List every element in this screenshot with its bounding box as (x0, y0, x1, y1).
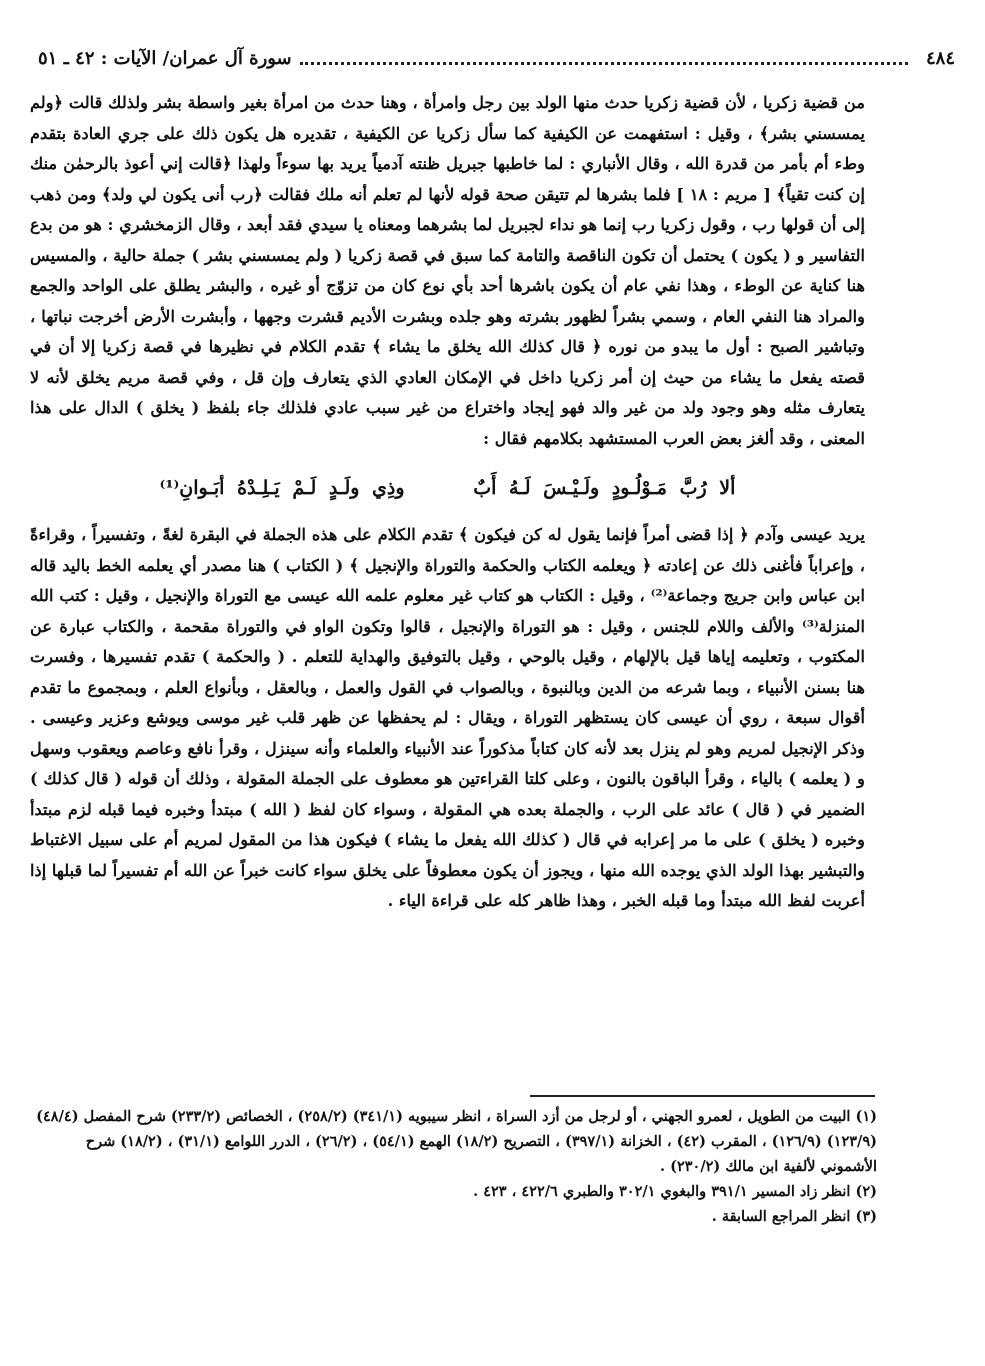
footnote-1: (١) البيت من الطويل ، لعمرو الجهني ، أو لرجل من أزد السراة ، انظر سيبويه (٣٤١/١) (٢٥٨/٢) ، الخصائص (٢٣٣/٢) شرح المفصل (٤٨/٤) (١٢٣/٩) (١٢٦/٩) ، المقرب (٤٢) ، الخزانة (٣٩٧/١) ، التصريح (١٨/٢) الهمع (٥٤/١) ، (٢٦/٢) ، الدرر اللوامع (٣١/١) ، (١٨/٢) شرح الأشموني لألفية ابن مالك (٢٣٠/٢) . (36, 1108, 877, 1175)
paragraph: يريد عيسى وآدم ﴿ إذا قضى أمراً فإنما يقول له كن فيكون ﴾ تقدم الكلام على هذه الجملة في البقرة لغةً ، وتفسيراً ، وقراءةً ، وإعراباً فأغنى ذلك عن إعادته ﴿ ويعلمه الكتاب والحكمة والتوراة والإنجيل ﴾ ( الكتاب ) هنا مصدر أي يعلمه الخط باليد قاله ابن عباس وابن جريج وجماعة⁽²⁾ ، وقيل : الكتاب هو كتاب غير معلوم علمه الله عيسى مع التوراة والإنجيل ، وقيل : كتب الله المنزلة⁽³⁾ والألف واللام للجنس ، وقيل : هو التوراة والإنجيل ، قالوا وتكون الواو في والتوراة مقحمة ، والكتاب عبارة عن المكتوب ، وتعليمه إياها قيل بالإلهام ، وقيل بالوحي ، وقيل بالتوفيق والهداية للتعلم . ( والحكمة ) تقدم تفسيرها ، وفسرت هنا بسنن الأنبياء ، وبما شرعه من الدين وبالنبوة ، وبالصواب في القول والعمل ، وبالعقل ، وبأنواع العلم ، وبمجموع ما تقدم أقوال سبعة ، روي أن عيسى كان يستظهر التوراة ، ويقال : لم يحفظها عن ظهر قلب غير موسى ويوشع وعزير وعيسى . وذكر الإنجيل لمريم وهو لم ينزل بعد لأنه كان كتاباً مذكوراً عند الأنبياء والعلماء وأنه سينزل ، وقرأ نافع وعاصم ويعقوب وسهل و ( يعلمه ) بالياء ، وقرأ الباقون بالنون ، وعلى كلتا القراءتين هو معطوف على الجملة المقولة ، وذلك أن قوله ( قال كذلك ) الضمير في ( قال ) عائد على الرب ، والجملة بعده هي المقولة ، وسواء كان لفظ ( الله ) مبتدأ وخبره فيما قبله لزم مبتدأ وخبره ( يخلق ) على ما مر إعرابه في قال ( كذلك الله يفعل ما يشاء ) فيكون هذا من المقول لمريم أم على سبيل الاغتباط والتبشير بهذا الولد الذي يوجده الله منها ، ويجوز أن يكون معطوفاً على يخلق سواء كانت خبراً عن الله أم تفسيراً لما قبلها إذا أعربت لفظ الله مبتدأ وما قبله الخبر ، وهذا ظاهر كله على قراءة الياء . (30, 525, 865, 910)
footnote-divider (530, 1095, 875, 1097)
page-header (38, 40, 955, 76)
running-title: سورة آل عمران/ الآيات : ٤٢ ـ ٥١ (38, 47, 292, 69)
poetry-verse (30, 460, 865, 516)
header-dotted-leader (300, 52, 908, 65)
main-text (30, 88, 865, 917)
verse-first-hemistich: ألا رُبَّ مَـوْلُـودٍ ولَـيْـسَ لَـهُ أَبٌ (473, 477, 736, 499)
page-number: ٤٨٤ (925, 47, 955, 69)
footnote-2: (٢) انظر زاد المسير ٣٩١/١ والبغوي ٣٠٢/١ والطبري ٤٢٢/٦ ، ٤٢٣ . (473, 1183, 877, 1200)
paragraph: من قضية زكريا ، لأن قضية زكريا حدث منها الولد بين رجل وامرأة ، وهنا حدث من امرأة بغير واسطة بشر ولذلك قالت ﴿ولم يمسسني بشر﴾ ، وقيل : استفهمت عن الكيفية كما سأل زكريا عن الكيفية ، تقديره هل يكون ذلك على جري العادة بتقدم وطء أم بأمر من قدرة الله ، وقال الأنباري : لما خاطبها جبريل ظنته آدمياً يريد بها سوءاً ولهذا ﴿قالت إني أعوذ بالرحمٰن منك إن كنت تقياً﴾ [ مريم : ١٨ ] فلما بشرها لم تتيقن صحة قوله لأنها لم تعلم أنه ملك فقالت ﴿رب أنى يكون لي ولد﴾ ومن ذهب إلى أن قولها رب ، وقول زكريا رب إنما هو نداء لجبريل لما بشرهما ومعناه يا سيدي فقد أبعد ، وقال الزمخشري : هو من بدع التفاسير و ( يكون ) يحتمل أن تكون الناقصة والتامة كما سبق في قصة زكريا ( ولم يمسسني بشر ) جملة حالية ، والمسيس هنا كناية عن الوطء ، وهذا نفي عام أن يكون باشرها أحد بأي نوع كان من تزوّج أو غيره ، والبشر يطلق على الواحد والجمع والمراد هنا النفي العام ، وسمي بشراً لظهور بشرته وهو جلده وبشرت الأديم قشرت وجهها ، وأبشرت الأرض أخرجت نباتها ، وتباشير الصبح : أول ما يبدو من نوره ﴿ قال كذلك الله يخلق ما يشاء ﴾ تقدم الكلام في نظيرها في قصة زكريا إلا أن في قصته يفعل ما يشاء من حيث إن أمر زكريا داخل في الإمكان العادي الذي يتعارف وإن قل ، وفي قصة مريم يخلق لأنه لا يتعارف مثله وهو وجود ولد من غير والد فهو إيجاد واختراع من غير سبب عادي فلذلك جاء بلفظ ( يخلق ) الدال على هذا المعنى ، وقد ألغز بعض العرب المستشهد بكلامهم فقال : (30, 93, 865, 448)
verse-second-hemistich: وذِي ولَـدٍ لَـمْ يَـلِـدْهُ أبَـوانِ⁽¹⁾ (159, 477, 405, 499)
footnotes (30, 1104, 877, 1229)
footnote-3: (٣) انظر المراجع السابقة . (711, 1208, 877, 1225)
